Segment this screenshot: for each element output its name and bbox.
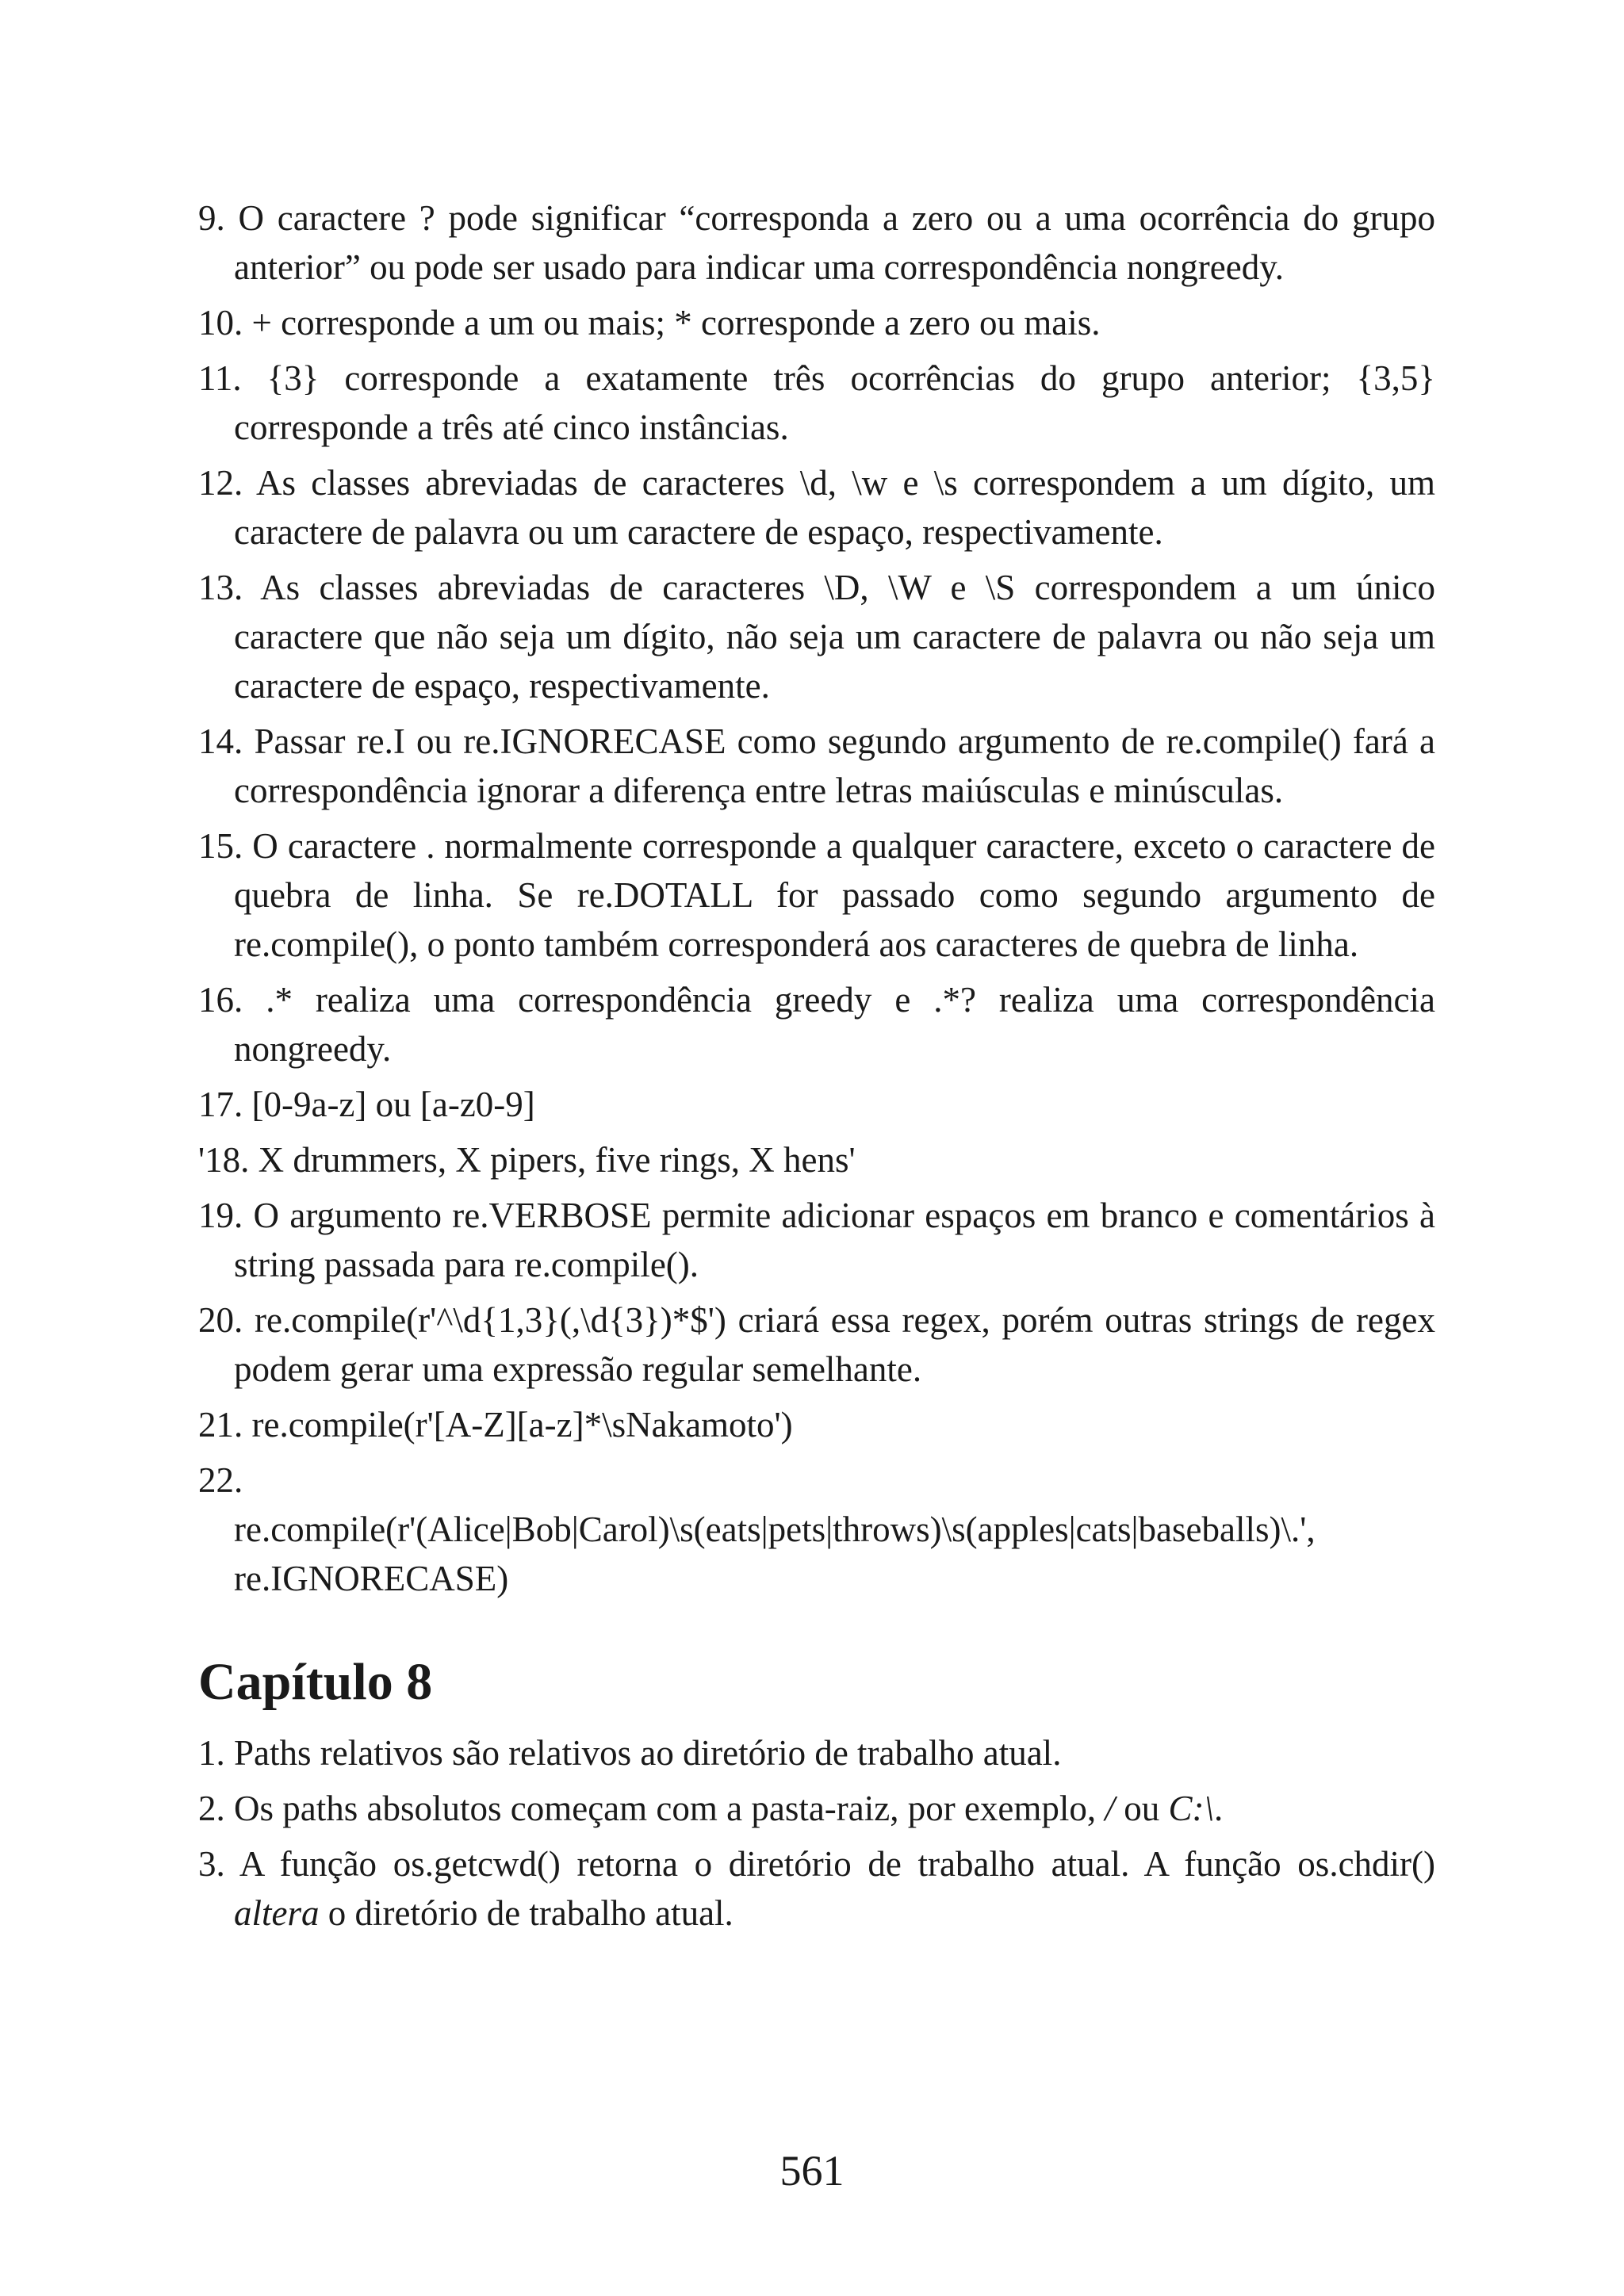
ch8-answer-3-emph: altera (234, 1893, 320, 1933)
ch8-answer-2 (198, 1784, 1435, 1833)
answer-18: '18. X drummers, X pipers, five rings, X hens' (198, 1140, 856, 1180)
page-content (198, 193, 1435, 1944)
ch8-answer-3-end: o diretório de trabalho atual. (319, 1893, 733, 1933)
answer-13: 13. As classes abreviadas de caracteres \D, \W e \S correspondem a um único caractere que não seja um dígito, não seja um caractere de palavra ou não seja um caractere de espaço, respectivamente. (198, 568, 1435, 706)
ch8-answer-2-text: 2. Os paths absolutos começam com a pasta-raiz, por exemplo, (198, 1789, 1105, 1828)
answer-10: 10. + corresponde a um ou mais; * corresponde a zero ou mais. (198, 303, 1101, 342)
answer-22-number: 22. (198, 1460, 243, 1500)
ch8-answer-2-end: . (1213, 1789, 1224, 1828)
answer-20: 20. re.compile(r'^\d{1,3}(,\d{3})*$') criará essa regex, porém outras strings de regex podem gerar uma expressão regular semelhante. (198, 1300, 1435, 1389)
ch8-answer-3-text: 3. A função os.getcwd() retorna o diretório de trabalho atual. A função os.chdir() (198, 1844, 1435, 1884)
ch8-answer-2-root-unix: / (1105, 1789, 1115, 1828)
ch8-answer-1: 1. Paths relativos são relativos ao diretório de trabalho atual. (198, 1733, 1062, 1773)
answer-17: 17. [0-9a-z] ou [a-z0-9] (198, 1085, 535, 1124)
answer-22-line2: re.IGNORECASE) (234, 1559, 509, 1598)
ch8-answer-3 (198, 1839, 1435, 1938)
ch8-answer-2-or: ou (1114, 1789, 1169, 1828)
answer-16: 16. .* realiza uma correspondência greedy e .*? realiza uma correspondência nongreedy. (198, 980, 1435, 1069)
page-number: 561 (779, 2147, 845, 2195)
answer-14: 14. Passar re.I ou re.IGNORECASE como segundo argumento de re.compile() fará a correspondência ignorar a diferença entre letras maiúsculas e minúsculas. (198, 721, 1435, 810)
answer-9: 9. O caractere ? pode significar “corresponda a zero ou a uma ocorrência do grupo anterior” ou pode ser usado para indicar uma correspondência nongreedy. (198, 198, 1435, 287)
answer-22-line1: re.compile(r'(Alice|Bob|Carol)\s(eats|pets|throws)\s(apples|cats|baseballs)\.', (234, 1510, 1316, 1549)
ch8-answer-2-root-win: C:\ (1168, 1789, 1214, 1828)
answer-19: 19. O argumento re.VERBOSE permite adicionar espaços em branco e comentários à string passada para re.compile(). (198, 1196, 1435, 1284)
answer-11: 11. {3} corresponde a exatamente três ocorrências do grupo anterior; {3,5} corresponde a três até cinco instâncias. (198, 358, 1435, 447)
chapter-heading: Capítulo 8 (198, 1653, 433, 1711)
answer-12: 12. As classes abreviadas de caracteres \d, \w e \s correspondem a um dígito, um caractere de palavra ou um caractere de espaço, respectivamente. (198, 463, 1435, 552)
answer-21: 21. re.compile(r'[A-Z][a-z]*\sNakamoto') (198, 1405, 793, 1445)
answer-15: 15. O caractere . normalmente corresponde a qualquer caractere, exceto o caractere de quebra de linha. Se re.DOTALL for passado como segundo argumento de re.compile(), o ponto também corresponderá aos caracteres de quebra de linha. (198, 826, 1435, 964)
answer-22 (198, 1456, 1435, 1603)
